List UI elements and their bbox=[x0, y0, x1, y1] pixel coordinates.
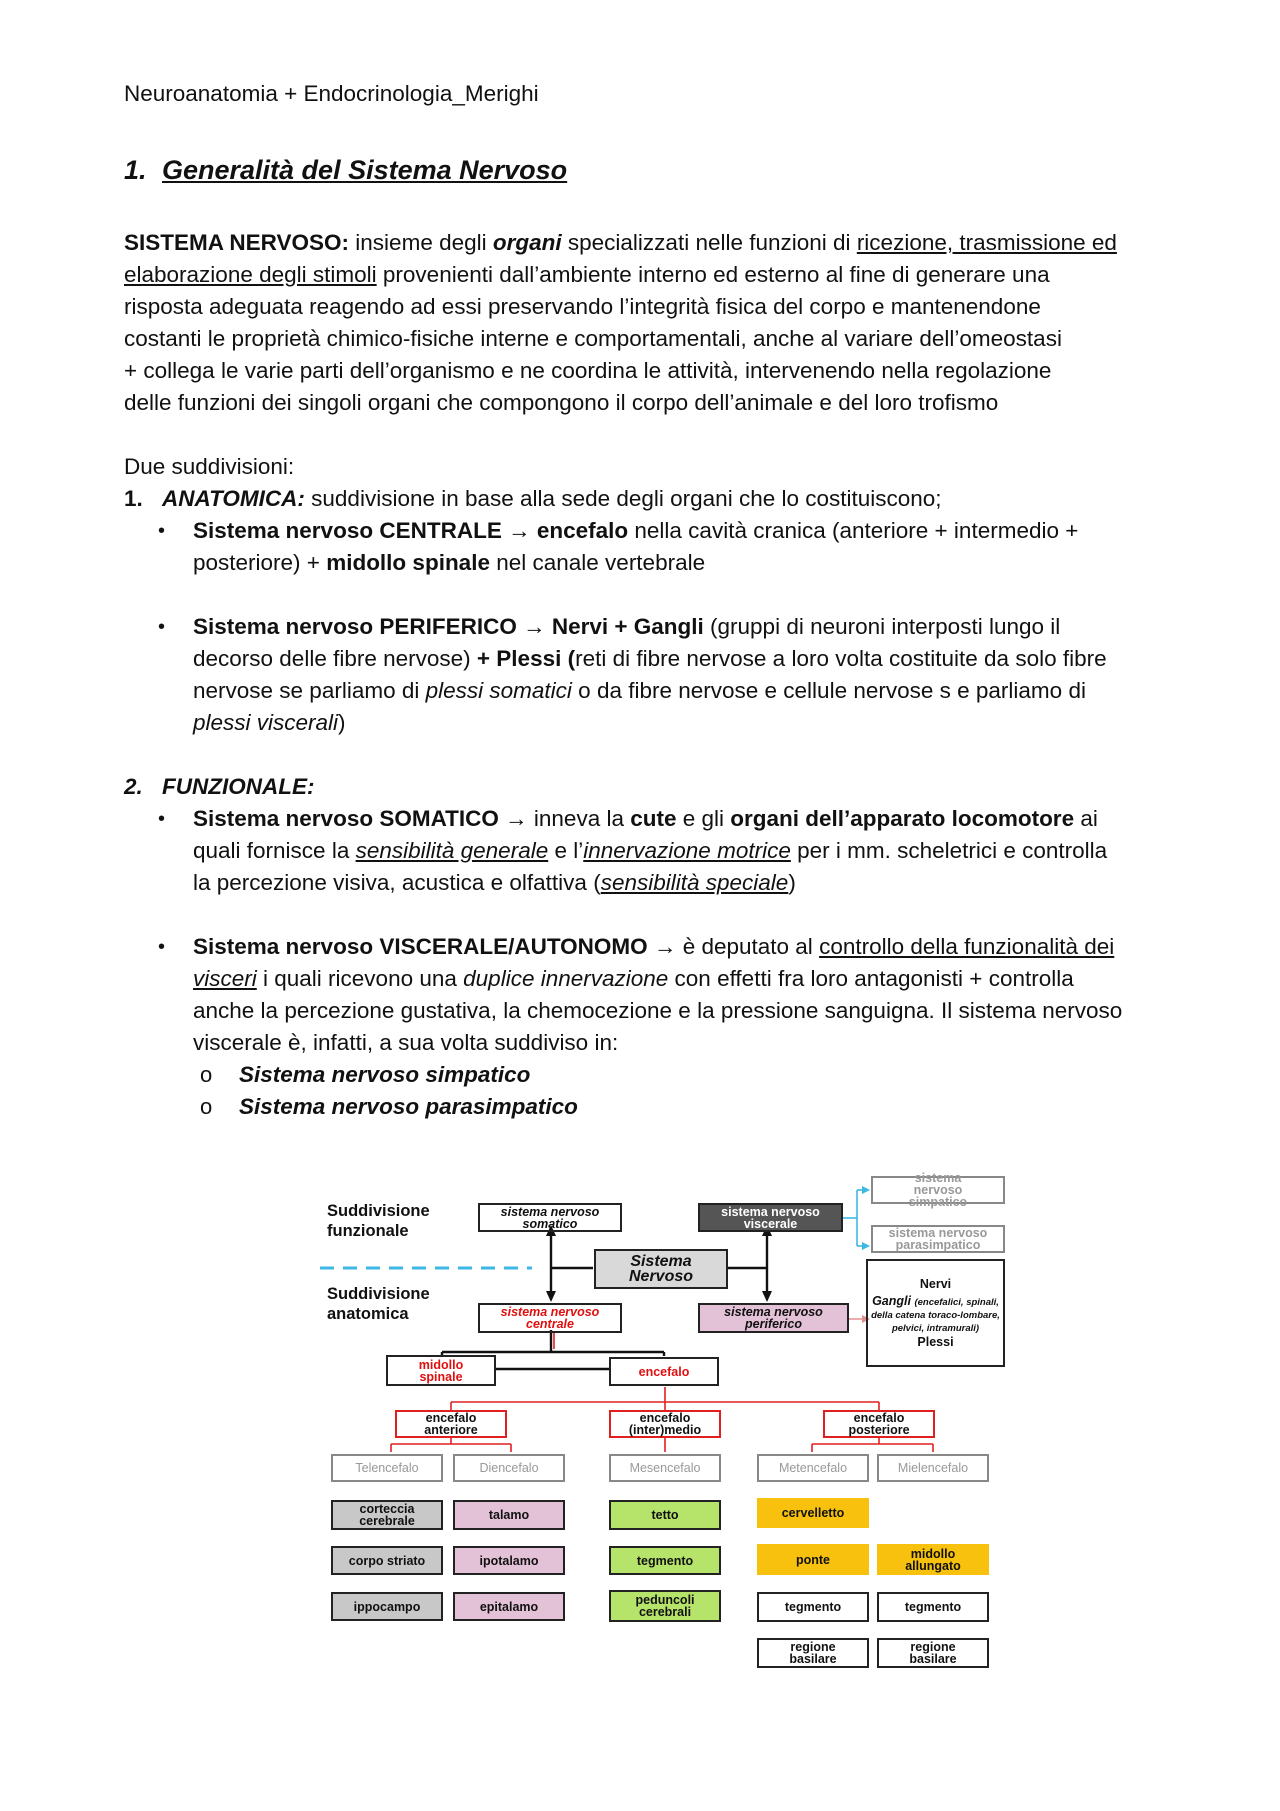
due-suddivisioni: Due suddivisioni: bbox=[124, 454, 295, 479]
encefalo-box: encefalo bbox=[609, 1357, 719, 1386]
intro-line-5: + collega le varie parti dell’organismo e ne coordina le attività, intervenendo nella regolazione bbox=[124, 358, 1052, 383]
somatico-line-1: Sistema nervoso SOMATICO → inneva la cute e gli organi dell’apparato locomotore ai bbox=[193, 806, 1098, 831]
bullet-icon: • bbox=[158, 520, 166, 542]
corpo-striato-box: corpo striato bbox=[331, 1546, 443, 1575]
blue-connectors bbox=[842, 1190, 864, 1246]
parasimpatico-box: sistema nervoso parasimpatico bbox=[871, 1225, 1005, 1253]
diencefalo-box: Diencefalo bbox=[453, 1454, 565, 1482]
encefalo-anteriore-box: encefalo anteriore bbox=[395, 1410, 507, 1438]
periferico-line-3: nervose se parliamo di plessi somatici o da fibre nervose e cellule nervose s e parliamo di bbox=[193, 678, 1086, 703]
tegmento-met-box: tegmento bbox=[757, 1592, 869, 1622]
somatico-line-3: la percezione visiva, acustica e olfattiva (sensibilità speciale) bbox=[193, 870, 796, 895]
ipotalamo-box: ipotalamo bbox=[453, 1546, 565, 1575]
bullet-icon: • bbox=[158, 808, 166, 830]
ponte-box: ponte bbox=[757, 1544, 869, 1575]
ippocampo-box: ippocampo bbox=[331, 1592, 443, 1621]
intro-line-6: delle funzioni dei singoli organi che compongono il corpo dell’animale e del loro trofismo bbox=[124, 390, 999, 415]
bullet-icon: • bbox=[158, 616, 166, 638]
regione-basilare-miel-box: regione basilare bbox=[877, 1638, 989, 1668]
centrale-line-1: Sistema nervoso CENTRALE → encefalo nella cavità cranica (anteriore + intermedio + bbox=[193, 518, 1079, 543]
cervelletto-box: cervelletto bbox=[757, 1498, 869, 1528]
metencefalo-box: Metencefalo bbox=[757, 1454, 869, 1482]
circle-bullet-icon: o bbox=[200, 1094, 213, 1119]
simpatico-box: sistema nervoso simpatico bbox=[871, 1176, 1005, 1204]
tegmento-mes-box: tegmento bbox=[609, 1546, 721, 1575]
intro-line-3: risposta adeguata reagendo ad essi preservando l’integrità fisica del corpo e mantenendone bbox=[124, 294, 1041, 319]
gangli-label: Gangli (encefalici, spinali, della catena toraco-lombare, pelvici, intramurali) bbox=[871, 1293, 1000, 1334]
talamo-box: talamo bbox=[453, 1500, 565, 1530]
regione-basilare-met-box: regione basilare bbox=[757, 1638, 869, 1668]
intro-line-1: SISTEMA NERVOSO: insieme degli organi specializzati nelle funzioni di ricezione, trasmissione ed bbox=[124, 230, 1117, 255]
encefalo-posteriore-box: encefalo posteriore bbox=[823, 1410, 935, 1438]
label-suddivisione-anatomica: Suddivisione anatomica bbox=[327, 1285, 430, 1323]
somatico-box: sistema nervoso somatico bbox=[478, 1203, 622, 1232]
intro-line-2: elaborazione degli stimoli provenienti dall’ambiente interno ed esterno al fine di generare una bbox=[124, 262, 1050, 287]
viscerale-box: sistema nervoso viscerale bbox=[698, 1203, 843, 1232]
parasimpatico-item: Sistema nervoso parasimpatico bbox=[239, 1094, 578, 1119]
centrale-line-2: posteriore) + midollo spinale nel canale vertebrale bbox=[193, 550, 706, 575]
periferico-line-1: Sistema nervoso PERIFERICO → Nervi + Gangli (gruppi di neuroni interposti lungo il bbox=[193, 614, 1061, 639]
centrale-box: sistema nervoso centrale bbox=[478, 1303, 622, 1333]
mesencefalo-box: Mesencefalo bbox=[609, 1454, 721, 1482]
epitalamo-box: epitalamo bbox=[453, 1592, 565, 1621]
anatomica-line: 1. ANATOMICA: suddivisione in base alla sede degli organi che lo costituiscono; bbox=[124, 486, 942, 511]
label-suddivisione-funzionale: Suddivisione funzionale bbox=[327, 1202, 430, 1240]
corteccia-box: corteccia cerebrale bbox=[331, 1500, 443, 1530]
tegmento-miel-box: tegmento bbox=[877, 1592, 989, 1622]
midollo-spinale-box: midollo spinale bbox=[386, 1355, 496, 1386]
peduncoli-box: peduncoli cerebrali bbox=[609, 1590, 721, 1622]
sistema-nervoso-box: Sistema Nervoso bbox=[594, 1249, 728, 1289]
periferico-line-2: decorso delle fibre nervose) + Plessi (reti di fibre nervose a loro volta costituite da solo fibre bbox=[193, 646, 1107, 671]
section-number: 1. bbox=[124, 155, 147, 185]
somatico-line-2: quali fornisce la sensibilità generale e l’innervazione motrice per i mm. scheletrici e controlla bbox=[193, 838, 1108, 863]
tetto-box: tetto bbox=[609, 1500, 721, 1530]
viscerale-line-4: viscerale è, infatti, a sua volta suddiviso in: bbox=[193, 1030, 619, 1055]
viscerale-line-1: Sistema nervoso VISCERALE/AUTONOMO → è deputato al controllo della funzionalità dei bbox=[193, 934, 1115, 959]
periferico-box: sistema nervoso periferico bbox=[698, 1303, 849, 1333]
encefalo-intermedio-box: encefalo (inter)medio bbox=[609, 1410, 721, 1438]
periferico-line-4: plessi viscerali) bbox=[193, 710, 346, 735]
telencefalo-box: Telencefalo bbox=[331, 1454, 443, 1482]
section-title: Generalità del Sistema Nervoso bbox=[162, 155, 568, 185]
bullet-icon: • bbox=[158, 936, 166, 958]
simpatico-item: Sistema nervoso simpatico bbox=[239, 1062, 531, 1087]
viscerale-line-3: anche la percezione gustativa, la chemocezione e la pressione sanguigna. Il sistema nervoso bbox=[193, 998, 1123, 1023]
circle-bullet-icon: o bbox=[200, 1062, 213, 1087]
nervi-gangli-plessi-box bbox=[866, 1259, 1005, 1367]
mielencefalo-box: Mielencefalo bbox=[877, 1454, 989, 1482]
plessi-label: Plessi bbox=[917, 1334, 954, 1349]
midollo-allungato-box: midollo allungato bbox=[877, 1544, 989, 1575]
funzionale-line: 2. FUNZIONALE: bbox=[124, 774, 315, 799]
page-header: Neuroanatomia + Endocrinologia_Merighi bbox=[124, 81, 539, 106]
nervi-label: Nervi bbox=[919, 1276, 952, 1291]
viscerale-line-2: visceri i quali ricevono una duplice innervazione con effetti fra loro antagonisti + controlla bbox=[193, 966, 1074, 991]
intro-line-4: costanti le proprietà chimico-fisiche interne e comportamentali, anche al variare dell’omeostasi bbox=[124, 326, 1062, 351]
